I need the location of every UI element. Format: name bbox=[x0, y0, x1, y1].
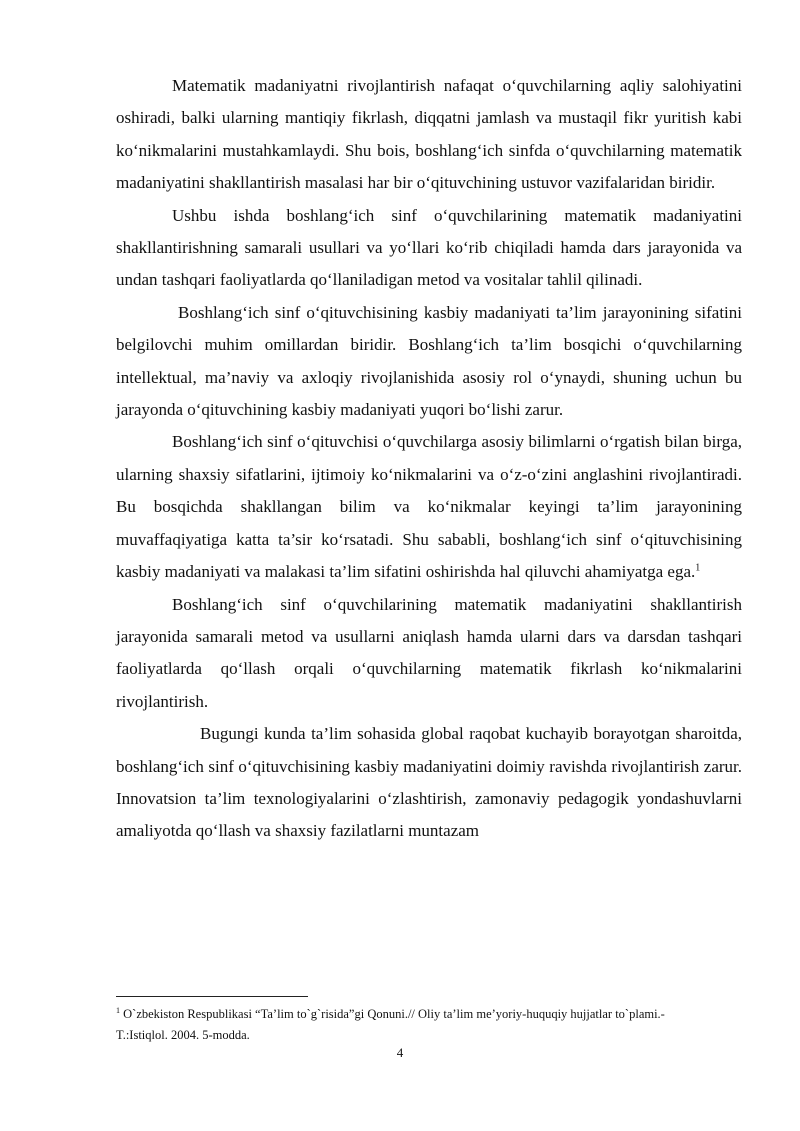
footnote-reference[interactable]: 1 bbox=[695, 562, 701, 574]
footnote-line-1: O`zbekiston Respublikasi “Ta’lim to`g`risida”gi Qonuni.// Oliy ta’lim me’yoriy-huquqiy hujjatlar to`plami.- bbox=[123, 1007, 665, 1021]
paragraph-1: Matematik madaniyatni rivojlantirish nafaqat o‘quvchilarning aqliy salohiyatini oshiradi, balki ularning mantiqiy fikrlash, diqqatni jamlash va mustaqil fikr yuritish kabi ko‘nikmalarini mustahkamlaydi. Shu bois, boshlang‘ich sinfda o‘quvchilarning matematik madaniyatini shakllantirish masalasi har bir o‘qituvchining ustuvor vazifalaridan biridir. bbox=[116, 76, 742, 193]
body-text bbox=[116, 70, 742, 848]
paragraph-4-text: Boshlang‘ich sinf o‘qituvchisi o‘quvchilarga asosiy bilimlarni o‘rgatish bilan birga, ularning shaxsiy sifatlarini, ijtimoiy ko‘nikmalarini va o‘z-o‘zini anglashini rivojlantiradi. Bu bosqichda shakllangan bilim va ko‘nikmalar keyingi ta’lim jarayonining muvaffaqiyatiga katta ta’sir ko‘rsatadi. Shu sababli, boshlang‘ich sinf o‘qituvchisining kasbiy madaniyati va malakasi ta’lim sifatini oshirishda hal qiluvchi ahamiyatga ega. bbox=[116, 432, 742, 582]
page-number: 4 bbox=[396, 1045, 404, 1060]
paragraph-4 bbox=[116, 426, 742, 588]
paragraph-2: Ushbu ishda boshlang‘ich sinf o‘quvchilarining matematik madaniyatini shakllantirishning samarali usullari va yo‘llari ko‘rib chiqiladi hamda dars jarayonida va undan tashqari faoliyatlarda qo‘llaniladigan metod va vositalar tahlil qilinadi. bbox=[116, 205, 742, 290]
paragraph-6: Bugungi kunda ta’lim sohasida global raqobat kuchayib borayotgan sharoitda, boshlang‘ich sinf o‘qituvchisining kasbiy madaniyatini doimiy ravishda rivojlantirish zarur. Innovatsion ta’lim texnologiyalarini o‘zlashtirish, zamonaviy pedagogik yondashuvlarni amaliyotda qo‘llash va shaxsiy fazilatlarni muntazam bbox=[116, 724, 742, 841]
footnote-line-2: T.:Istiqlol. 2004. 5-modda. bbox=[116, 1028, 250, 1042]
footnote-marker: 1 bbox=[116, 1005, 120, 1015]
footnote-separator bbox=[116, 996, 308, 997]
paragraph-5: Boshlang‘ich sinf o‘quvchilarining matematik madaniyatini shakllantirish jarayonida samarali metod va usullarni aniqlash hamda ularni dars va darsdan tashqari faoliyatlarda qo‘llash orqali o‘quvchilarning matematik fikrlash ko‘nikmalarini rivojlantirish. bbox=[116, 594, 742, 711]
paragraph-3: Boshlang‘ich sinf o‘qituvchisining kasbiy madaniyati ta’lim jarayonining sifatini belgilovchi muhim omillardan biridir. Boshlang‘ich ta’lim bosqichi o‘quvchilarning intellektual, ma’naviy va axloqiy rivojlanishida asosiy rol o‘ynaydi, shuning uchun bu jarayonda o‘qituvchining kasbiy madaniyati yuqori bo‘lishi zarur. bbox=[116, 302, 742, 420]
footnote bbox=[116, 1004, 742, 1046]
